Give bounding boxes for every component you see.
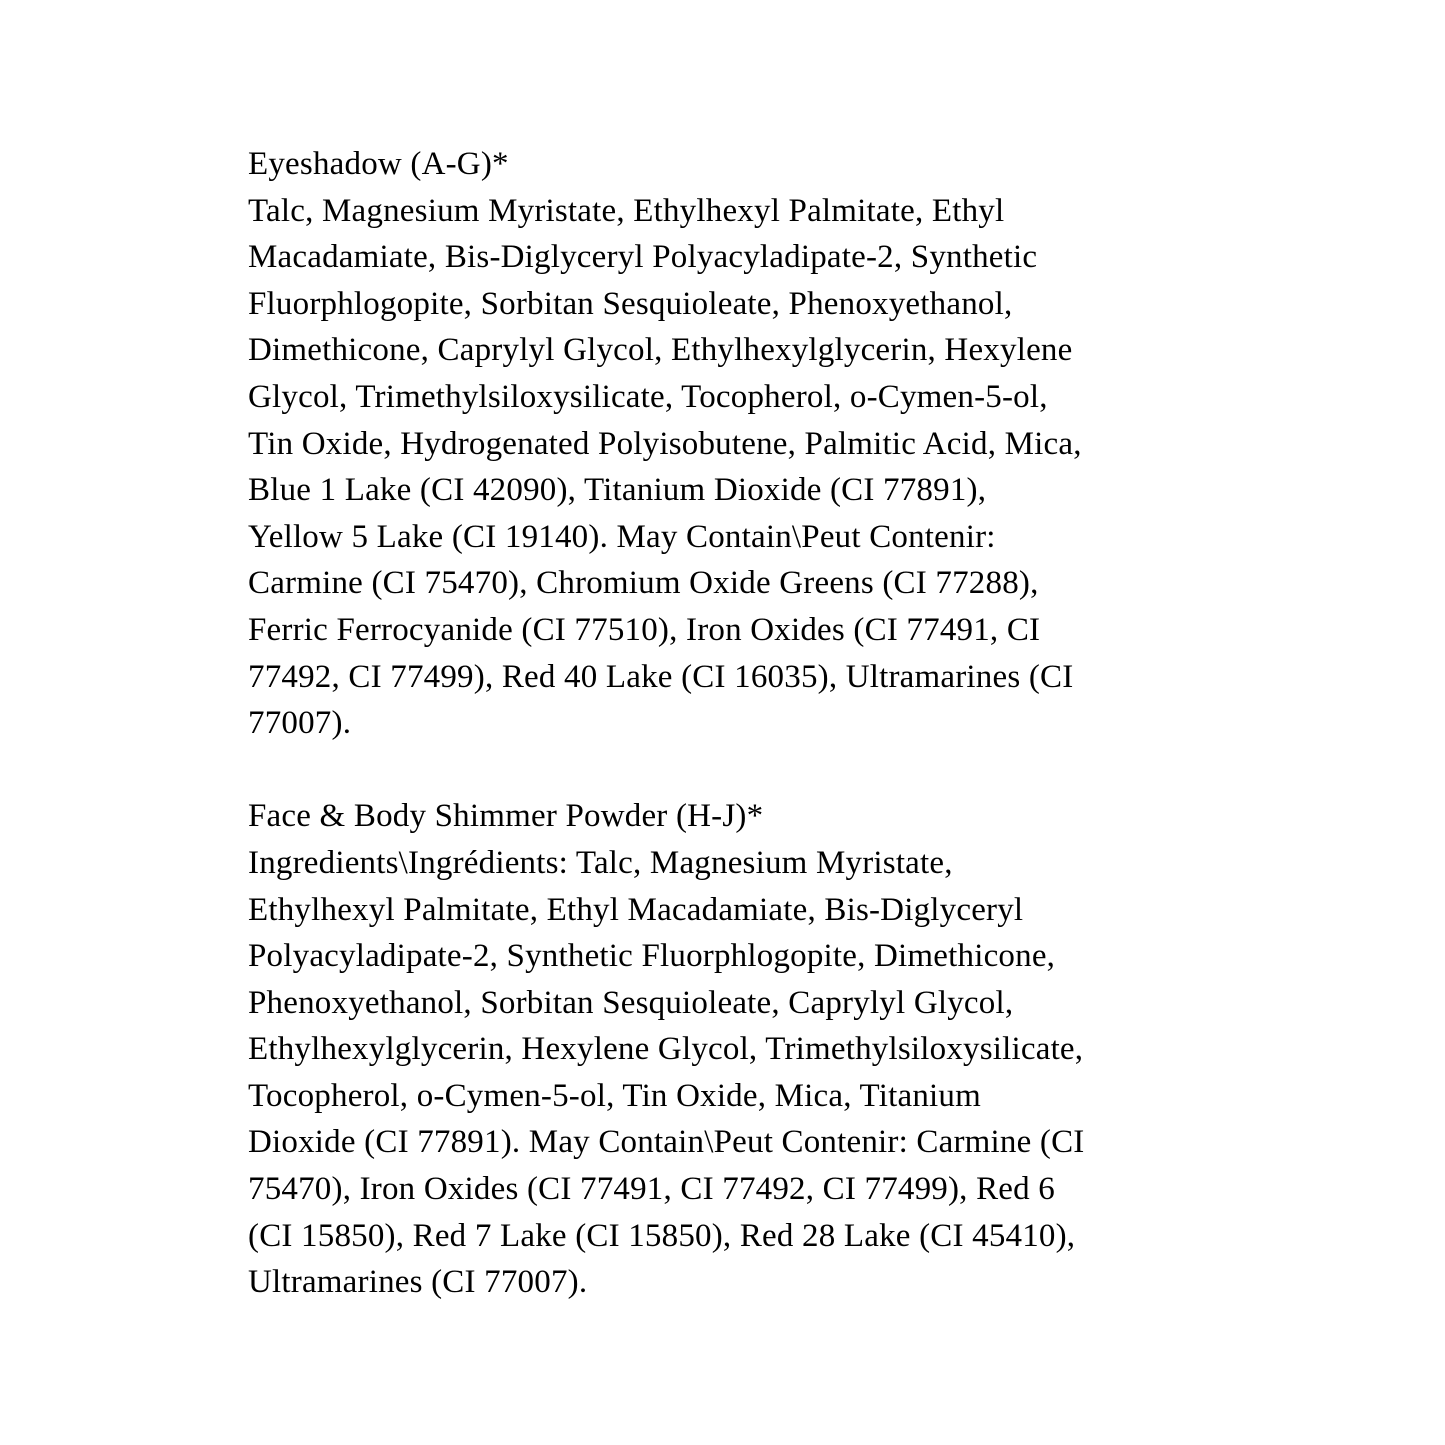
- ingredient-line: Tocopherol, o-Cymen-5-ol, Tin Oxide, Mica, Titanium: [248, 1077, 981, 1114]
- ingredient-line: Ingredients\Ingrédients: Talc, Magnesium Myristate,: [248, 844, 953, 881]
- ingredient-line: Blue 1 Lake (CI 42090), Titanium Dioxide (CI 77891),: [248, 472, 987, 509]
- ingredient-line: Yellow 5 Lake (CI 19140). May Contain\Peut Contenir:: [248, 518, 996, 555]
- ingredient-line: 75470), Iron Oxides (CI 77491, CI 77492, CI 77499), Red 6: [248, 1171, 1055, 1208]
- ingredient-line: Polyacyladipate-2, Synthetic Fluorphlogopite, Dimethicone,: [248, 938, 1056, 975]
- ingredient-line: Ethylhexyl Palmitate, Ethyl Macadamiate, Bis-Diglyceryl: [248, 891, 1024, 928]
- ingredient-line: Ethylhexylglycerin, Hexylene Glycol, Trimethylsiloxysilicate,: [248, 1031, 1084, 1068]
- ingredient-line: Ferric Ferrocyanide (CI 77510), Iron Oxides (CI 77491, CI: [248, 611, 1041, 648]
- ingredient-line: Fluorphlogopite, Sorbitan Sesquioleate, Phenoxyethanol,: [248, 285, 1013, 322]
- section-title: Eyeshadow (A-G)*: [248, 146, 509, 182]
- ingredient-line: (CI 15850), Red 7 Lake (CI 15850), Red 28 Lake (CI 45410),: [248, 1217, 1076, 1254]
- ingredient-line: Tin Oxide, Hydrogenated Polyisobutene, Palmitic Acid, Mica,: [248, 425, 1082, 462]
- ingredient-line: Talc, Magnesium Myristate, Ethylhexyl Palmitate, Ethyl: [248, 192, 1005, 229]
- ingredient-line: Glycol, Trimethylsiloxysilicate, Tocopherol, o-Cymen-5-ol,: [248, 378, 1048, 415]
- section-title: Face & Body Shimmer Powder (H-J)*: [248, 798, 764, 835]
- ingredient-text-block: [248, 141, 1258, 1306]
- ingredient-line: Dimethicone, Caprylyl Glycol, Ethylhexylglycerin, Hexylene: [248, 332, 1073, 369]
- ingredient-line: Macadamiate, Bis-Diglyceryl Polyacyladipate-2, Synthetic: [248, 239, 1038, 276]
- ingredient-line: Carmine (CI 75470), Chromium Oxide Greens (CI 77288),: [248, 565, 1039, 602]
- ingredient-line: Dioxide (CI 77891). May Contain\Peut Contenir: Carmine (CI: [248, 1124, 1085, 1161]
- ingredient-line: Phenoxyethanol, Sorbitan Sesquioleate, Caprylyl Glycol,: [248, 984, 1014, 1021]
- ingredient-line: 77007).: [248, 705, 352, 742]
- ingredient-line: Ultramarines (CI 77007).: [248, 1264, 588, 1301]
- section-eyeshadow: [248, 141, 1258, 747]
- ingredient-line: 77492, CI 77499), Red 40 Lake (CI 16035), Ultramarines (CI: [248, 658, 1074, 695]
- section-face-body-shimmer-powder: [248, 793, 1258, 1306]
